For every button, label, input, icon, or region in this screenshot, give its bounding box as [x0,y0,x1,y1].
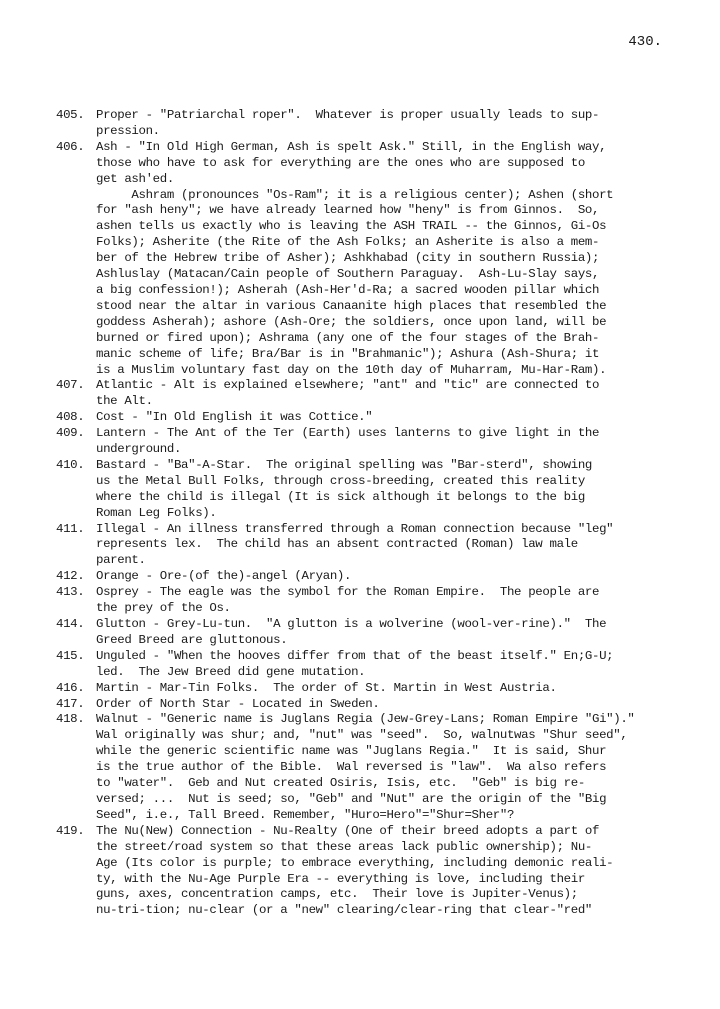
text-line: represents lex. The child has an absent contracted (Roman) law male [96,537,578,552]
text-line: a big confession!); Asherah (Ash-Her'd-Ra; a sacred wooden pillar which [96,282,600,297]
entry-text [96,140,646,379]
entry-412 [56,569,646,585]
text-line: Ashram (pronounces "Os-Ram"; it is a religious center); Ashen (short [96,187,614,202]
text-line: those who have to ask for everything are the ones who are supposed to [96,155,585,170]
entry-411 [56,522,646,570]
text-line: The Nu(New) Connection - Nu-Realty (One of their breed adopts a part of [96,823,600,838]
text-line: the Alt. [96,394,153,409]
entry-number: 414. [56,617,85,631]
text-line: Ashluslay (Matacan/Cain people of Southern Paraguay. Ash-Lu-Slay says, [96,267,600,282]
entry-number: 411. [56,521,85,536]
text-line: goddess Asherah); ashore (Ash-Ore; the soldiers, once upon land, will be [96,314,607,329]
entry-406 [56,140,646,379]
entry-text [96,458,646,522]
text-line: ty, with the Nu-Age Purple Era -- everything is love, including their [96,871,585,886]
entry-number: 412. [56,569,85,584]
text-line: Greed Breed are gluttonous. [96,632,288,647]
text-line: the prey of the Os. [96,601,231,616]
entry-number: 416. [56,680,85,695]
text-line: Lantern - The Ant of the Ter (Earth) uses lanterns to give light in the [96,426,600,441]
entry-414 [56,617,646,649]
entry-text [96,617,646,649]
entry-text [96,378,646,410]
page-number: 430. [628,34,662,50]
entry-number: 410. [56,457,85,472]
text-line: ashen tells us exactly who is leaving the ASH TRAIL -- the Ginnos, Gi-Os [96,219,607,234]
text-line: Roman Leg Folks). [96,505,217,520]
entry-number: 413. [56,585,85,600]
entry-number: 415. [56,648,85,663]
entry-text [96,585,646,617]
text-line: Unguled - "When the hooves differ from that of the beast itself." En;G-U; [96,648,614,663]
text-line: get ash'ed. [96,171,174,186]
entry-text [96,681,646,697]
entry-number: 407. [56,378,85,393]
text-line: underground. [96,442,182,457]
entry-list [56,108,646,919]
entry-number: 405. [56,108,85,122]
text-line: Ash - "In Old High German, Ash is spelt Ask." Still, in the English way, [96,139,607,154]
entry-number: 406. [56,139,85,154]
text-line: Seed", i.e., Tall Breed. Remember, "Huro=Hero"="Shur=Sher"? [96,807,515,822]
text-line: parent. [96,553,146,568]
text-line: is the true author of the Bible. Wal reversed is "law". Wa also refers [96,760,607,775]
entry-text [96,522,646,570]
entry-text [96,824,646,919]
entry-408 [56,410,646,426]
entry-407 [56,378,646,410]
entry-418 [56,712,646,823]
text-line: while the generic scientific name was "Juglans Regia." It is said, Shur [96,744,607,759]
entry-text [96,108,646,140]
entry-text [96,569,646,585]
entry-text [96,697,646,713]
text-line: Bastard - "Ba"-A-Star. The original spelling was "Bar-sterd", showing [96,457,592,472]
entry-number: 409. [56,426,85,441]
text-line: guns, axes, concentration camps, etc. Their love is Jupiter-Venus); [96,887,578,902]
entry-415 [56,649,646,681]
text-line: Proper - "Patriarchal roper". Whatever is proper usually leads to sup- [96,108,600,122]
text-line: Atlantic - Alt is explained elsewhere; "ant" and "tic" are connected to [96,378,600,393]
text-line: nu-tri-tion; nu-clear (or a "new" clearing/clear-ring that clear-"red" [96,903,592,918]
text-line: is a Muslim voluntary fast day on the 10th day of Muharram, Mu-Har-Ram). [96,362,607,377]
text-line: Age (Its color is purple; to embrace everything, including demonic reali- [96,855,614,870]
entry-text [96,712,646,823]
text-line: versed; ... Nut is seed; so, "Geb" and "Nut" are the origin of the "Big [96,791,607,806]
text-line: Folks); Asherite (the Rite of the Ash Folks; an Asherite is also a mem- [96,235,600,250]
text-line: us the Metal Bull Folks, through cross-breeding, created this reality [96,473,585,488]
entry-410 [56,458,646,522]
text-line: Wal originally was shur; and, "nut" was "seed". So, walnutwas "Shur seed", [96,728,628,743]
text-line: Cost - "In Old English it was Cottice." [96,410,373,425]
entry-number: 417. [56,696,85,711]
text-line: Orange - Ore-(of the)-angel (Aryan). [96,569,352,584]
text-line: Osprey - The eagle was the symbol for the Roman Empire. The people are [96,585,600,600]
entry-number: 418. [56,712,85,727]
text-line: Walnut - "Generic name is Juglans Regia (Jew-Grey-Lans; Roman Empire "Gi")." [96,712,635,727]
entry-419 [56,824,646,919]
text-line: Illegal - An illness transferred through a Roman connection because "leg" [96,521,614,536]
entry-number: 419. [56,823,85,838]
text-line: Glutton - Grey-Lu-tun. "A glutton is a wolverine (wool-ver-rine)." The [96,617,607,631]
text-line: led. The Jew Breed did gene mutation. [96,664,366,679]
text-line: manic scheme of life; Bra/Bar is in "Brahmanic"); Ashura (Ash-Shura; it [96,346,600,361]
entry-text [96,649,646,681]
entry-text [96,410,646,426]
text-line: burned or fired upon); Ashrama (any one of the four stages of the Brah- [96,330,600,345]
entry-text [96,426,646,458]
entry-416 [56,681,646,697]
text-line: stood near the altar in various Canaanite high places that resembled the [96,298,607,313]
text-line: Martin - Mar-Tin Folks. The order of St. Martin in West Austria. [96,680,557,695]
text-line: pression. [96,123,160,138]
entry-number: 408. [56,410,85,425]
entry-405 [56,108,646,140]
text-line: for "ash heny"; we have already learned how "heny" is from Ginnos. So, [96,203,600,218]
entry-409 [56,426,646,458]
text-line: ber of the Hebrew tribe of Asher); Ashkhabad (city in southern Russia); [96,251,600,266]
text-line: the street/road system so that these areas lack public ownership); Nu- [96,839,592,854]
text-line: where the child is illegal (It is sick although it belongs to the big [96,489,585,504]
text-line: Order of North Star - Located in Sweden. [96,696,380,711]
entry-417 [56,697,646,713]
text-line: to "water". Geb and Nut created Osiris, Isis, etc. "Geb" is big re- [96,776,585,791]
entry-413 [56,585,646,617]
